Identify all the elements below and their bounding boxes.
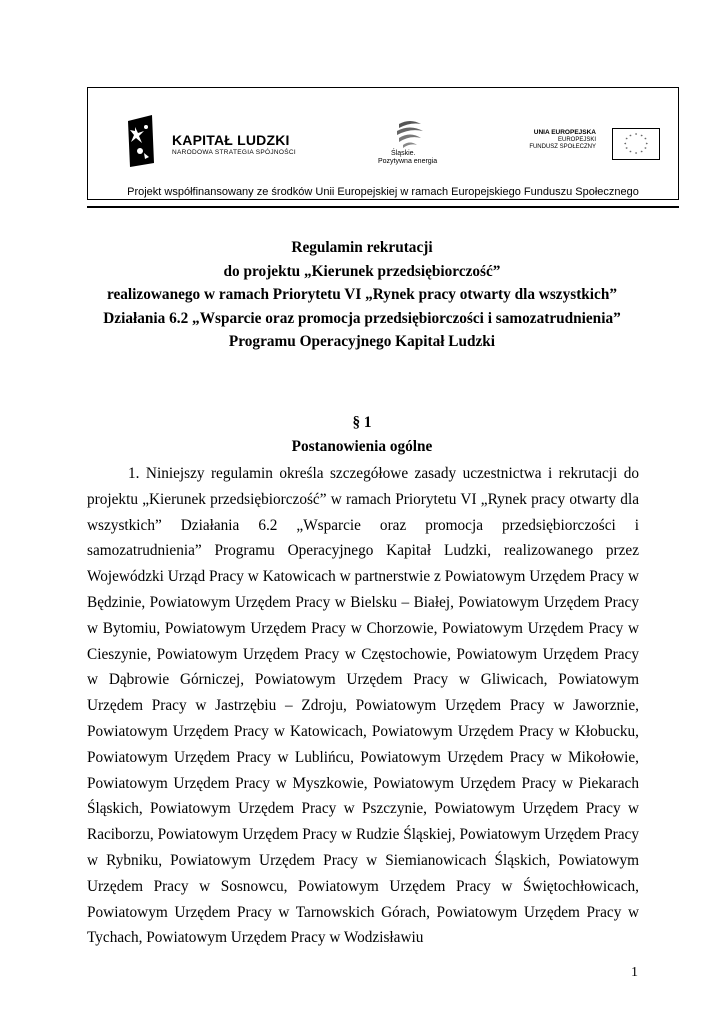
kapital-ludzki-title: KAPITAŁ LUDZKI xyxy=(172,132,290,148)
section-number: § 1 xyxy=(352,414,372,431)
svg-text:*: * xyxy=(634,133,638,139)
eu-flag-icon xyxy=(612,128,660,160)
kapital-ludzki-subtitle: NARODOWA STRATEGIA SPÓJNOŚCI xyxy=(172,149,296,156)
document-title xyxy=(80,236,644,354)
kapital-ludzki-logo-icon xyxy=(126,113,156,168)
section-heading: Postanowienia ogólne xyxy=(291,438,433,455)
svg-text:*: * xyxy=(640,150,643,156)
svg-text:*: * xyxy=(640,134,643,140)
header-logo-box xyxy=(87,87,679,200)
eu-fund-label xyxy=(476,129,596,152)
slaskie-name: Śląskie. xyxy=(391,150,416,157)
svg-text:*: * xyxy=(634,152,638,158)
title-line-1: Regulamin rekrutacji xyxy=(291,239,433,256)
svg-text:*: * xyxy=(645,142,648,148)
svg-text:*: * xyxy=(625,138,628,144)
svg-text:*: * xyxy=(629,134,632,140)
section-paragraph: 1. Niniejszy regulamin określa szczegółowe zasady uczestnictwa i rekrutacji do projektu „Kierunek przedsiębiorczość” w ramach Priorytetu VI „Rynek pracy otwarty dla wszystkich” Działania 6.2 „Wsparcie oraz promocja przedsiębiorczości i samozatrudnienia” Programu Operacyjnego Kapitał Ludzki, realizowanego przez Wojewódzki Urząd Pracy w Katowicach w partnerstwie z Powiatowym Urzędem Pracy w Będzinie, Powiatowym Urzędem Pracy w Bielsku – Białej, Powiatowym Urzędem Pracy w Bytomiu, Powiatowym Urzędem Pracy w Chorzowie, Powiatowym Urzędem Pracy w Cieszynie, Powiatowym Urzędem Pracy w Częstochowie, Powiatowym Urzędem Pracy w Dąbrowie Górniczej, Powiatowym Urzędem Pracy w Gliwicach, Powiatowym Urzędem Pracy w Jastrzębiu – Zdroju, Powiatowym Urzędem Pracy w Jaworznie, Powiatowym Urzędem Pracy w Katowicach, Powiatowym Urzędem Pracy w Kłobucku, Powiatowym Urzędem Pracy w Lublińcu, Powiatowym Urzędem Pracy w Mikołowie, Powiatowym Urzędem Pracy w Myszkowie, Powiatowym Urzędem Pracy w Piekarach Śląskich, Powiatowym Urzędem Pracy w Pszczynie, Powiatowym Urzędem Pracy w Raciborzu, Powiatowym Urzędem Pracy w Rudzie Śląskiej, Powiatowym Urzędem Pracy w Rybniku, Powiatowym Urzędem Pracy w Siemianowicach Śląskich, Powiatowym Urzędem Pracy w Sosnowcu, Powiatowym Urzędem Pracy w Świętochłowicach, Powiatowym Urzędem Pracy w Tarnowskich Górach, Powiatowym Urzędem Pracy w Tychach, Powiatowym Urzędem Pracy w Wodzisławiu xyxy=(87,465,639,947)
eu-label-line3: FUNDUSZ SPOŁECZNY xyxy=(529,144,596,150)
slaskie-logo-icon xyxy=(393,116,427,150)
page-number: 1 xyxy=(631,965,638,980)
header-divider xyxy=(87,206,679,208)
svg-text:*: * xyxy=(644,147,647,153)
eu-label-line2: EUROPEJSKI xyxy=(557,136,596,143)
title-line-2: do projektu „Kierunek przedsiębiorczość” xyxy=(223,262,501,280)
slaskie-tagline: Pozytywna energia xyxy=(378,158,438,165)
title-line-4: Działania 6.2 „Wsparcie oraz promocja przedsiębiorczości i samozatrudnienia” xyxy=(103,309,621,327)
cofinancing-note: Projekt współfinansowany ze środków Unii Europejskiej w ramach Europejskiego Funduszu Społecznego xyxy=(127,186,639,198)
svg-text:*: * xyxy=(644,138,647,144)
title-line-5: Programu Operacyjnego Kapitał Ludzki xyxy=(228,333,496,350)
eu-label-line1: UNIA EUROPEJSKA xyxy=(533,129,596,136)
svg-text:*: * xyxy=(624,142,627,148)
svg-text:*: * xyxy=(625,147,628,153)
title-line-3: realizowanego w ramach Priorytetu VI „Rynek pracy otwarty dla wszystkich” xyxy=(106,286,617,303)
svg-text:*: * xyxy=(629,150,632,156)
